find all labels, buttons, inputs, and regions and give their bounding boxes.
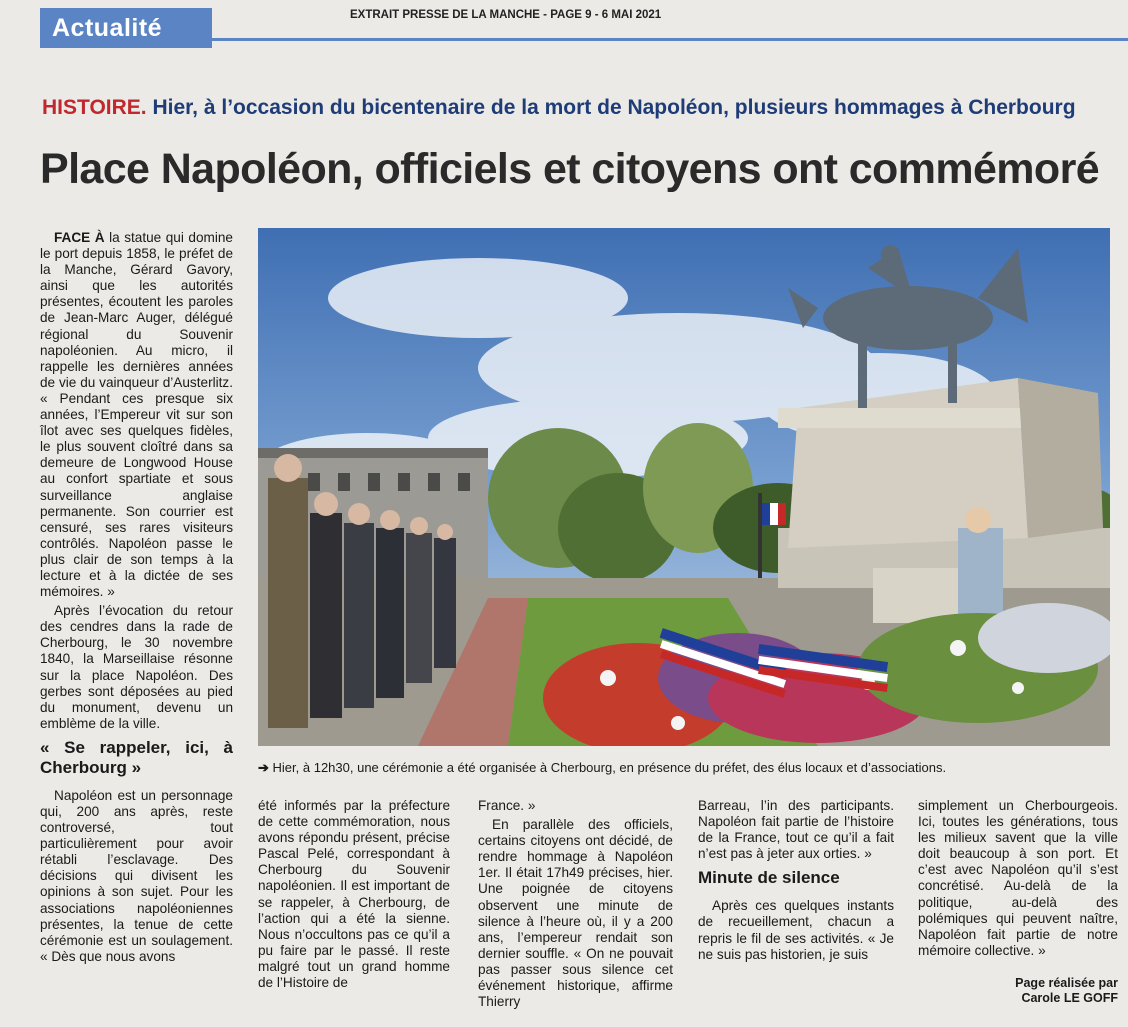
paragraph: été informés par la préfecture de cette commémoration, nous avons répondu présent, précise Pascal Pelé, correspondant à Cherbourg du Souvenir napoléonien. Il est important de se rappeler, à Cherbourg, de l’action qui a été la sienne. Nous n’occultons pas ce qu’il a pu faire par le passé. Il reste malgré tout un grand homme de l’Histoire de [258,798,450,991]
article-column-1 [40,230,233,968]
article-column-2 [258,798,450,994]
arrow-icon: ➔ [258,760,269,775]
kicker-label: HISTOIRE. [42,96,147,119]
paragraph [40,230,233,600]
caption-text: Hier, à 12h30, une cérémonie a été organisée à Cherbourg, en présence du préfet, des élus locaux et d’associations. [272,760,947,775]
article-headline: Place Napoléon, officiels et citoyens ont commémoré [40,145,1100,193]
paragraph: Après ces quelques instants de recueillement, chacun a repris le fil de ses activités. « Je ne suis pas historien, je suis [698,898,894,962]
credit-line: Page réalisée par [1015,976,1118,990]
kicker [42,96,1076,120]
kicker-text: Hier, à l’occasion du bicentenaire de la mort de Napoléon, plusieurs hommages à Cherbourg [152,96,1076,119]
photo-napoleon-statue-ceremony [258,228,1110,746]
article-column-3 [478,798,673,1013]
paragraph: simplement un Cherbourgeois. Ici, toutes les générations, tous les milieux savent que la ville doit beaucoup à son port. Et c’est avec Napoléon qu’il s’est concrétisé. Au-delà de la politique, au-delà des polémiques qui peuvent naître, Napoléon fait partie de notre mémoire collective. » [918,798,1118,958]
paragraph: France. » [478,798,536,813]
press-extract-label: EXTRAIT PRESSE DE LA MANCHE - PAGE 9 - 6 MAI 2021 [350,9,662,21]
monument-pedestal [778,378,1110,588]
paragraph: Après l’évocation du retour des cendres dans la rade de Cherbourg, le 30 novembre 1840, la Marseillaise résonne sur la place Napoléon. Des gerbes sont déposées au pied du monument, devenu un emblème de la ville. [40,603,233,731]
article-column-4 [698,798,894,966]
subheading: « Se rappeler, ici, à Cherbourg » [40,737,233,777]
section-tag: Actualité [40,8,212,48]
photo-caption [258,760,1110,776]
article-column-5 [918,798,1118,962]
subheading: Minute de silence [698,868,840,888]
byline-credit [940,976,1118,1006]
paragraph-text: la statue qui domine le port depuis 1858, le préfet de la Manche, Gérard Gavory, ainsi que les autorités présentes, écoutent les paroles de Jean-Marc Auger, délégué régional du Souvenir napoléonien. Au micro, il rappelle les dernières années de vie du vainqueur d’Austerlitz. « Pendant ces presque six années, l’Empereur vit sur son îlot avec ses quelques fidèles, le plus souvent cloîtré dans sa demeure de Longwood House au confort spartiate et sous surveillance anglaise permanente. Son courrier est censuré, ses rares visiteurs contrôlés. Napoléon passe le plus clair de son temps à la lecture et à la dictée de ses mémoires. » [40,230,233,600]
paragraph: En parallèle des officiels, certains citoyens ont décidé, de rendre hommage à Napoléon 1er. Il était 17h49 précises, hier. Une poignée de citoyens observent une minute de silence à l’heure où, il y a 200 ans, l’empereur rendait son dernier souffle. « On ne pouvait pas passer sous silence cet événement historique, affirme Thierry [478,817,673,1010]
paragraph: Napoléon est un personnage qui, 200 ans après, reste controversé, tout particulièrement pour avoir rétabli l’esclavage. Des décisions qui divisent les opinions à son sujet. Pour les associations napoléoniennes présentes, la tenue de cette cérémonie est un soulagement. « Dès que nous avons [40,787,233,964]
lead-words: FACE À [54,230,105,245]
section-rule [212,38,1128,41]
paragraph: Barreau, l’in des participants. Napoléon fait partie de l’histoire de la France, tout ce qu’il a fait n’est pas à jeter aux orties. » [698,798,894,862]
credit-author: Carole LE GOFF [1021,991,1118,1005]
